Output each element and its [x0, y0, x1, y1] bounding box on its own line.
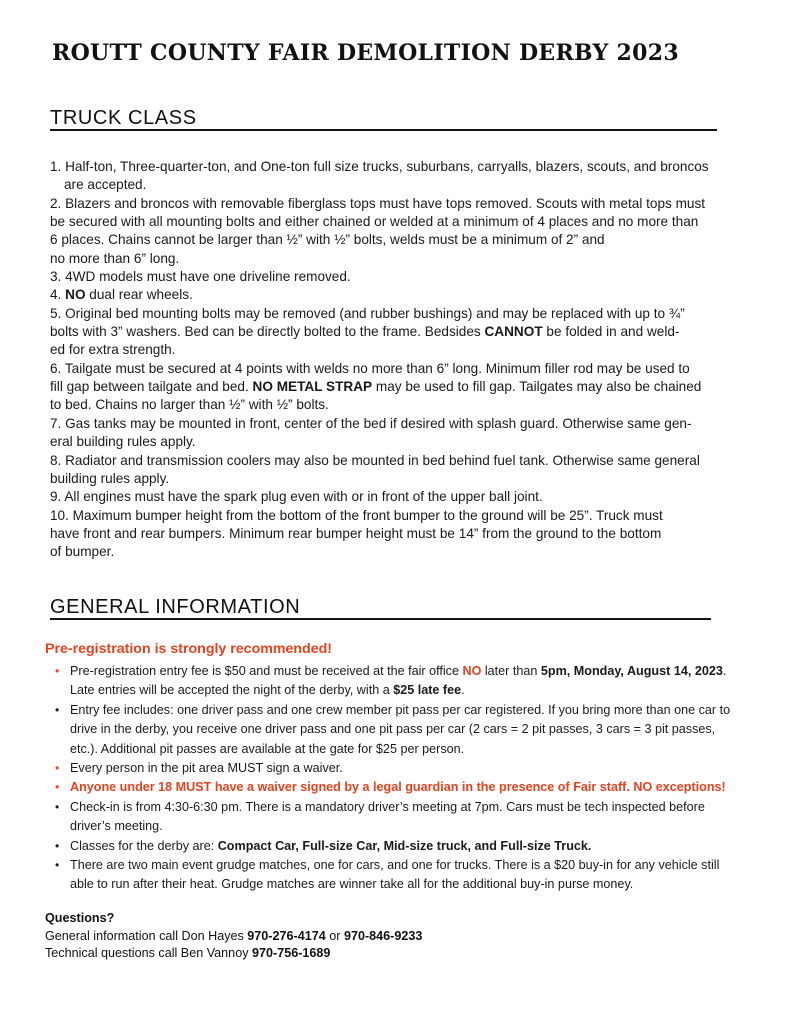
- rule-line: are accepted.: [64, 177, 147, 193]
- rule-line: to bed. Chains no larger than ½” with ½” bolts.: [50, 397, 329, 413]
- rule-line: 9. All engines must have the spark plug even with or in front of the upper ball joint.: [50, 489, 543, 505]
- rule-line: 1. Half-ton, Three-quarter-ton, and One-ton full size trucks, suburbans, carryalls, blazers, scouts, and broncos: [50, 159, 709, 174]
- contact-text: or: [325, 928, 344, 943]
- classes-list: Compact Car, Full-size Car, Mid-size truck, and Full-size Truck.: [217, 838, 592, 853]
- list-text: drive in the derby, you receive one driver pass and one pit pass per car (2 cars = 2 pit passes, 3 cars = 3 pit passes,: [70, 722, 716, 737]
- list-text: Check-in is from 4:30-6:30 pm. There is a mandatory driver’s meeting at 7pm. Cars must be tech inspected before: [70, 799, 705, 814]
- rule-line: 5. Original bed mounting bolts may be removed (and rubber bushings) and may be replaced with up to ¾”: [50, 305, 685, 321]
- list-item: [52, 798, 758, 837]
- phone-number: 970-846-9233: [343, 928, 423, 943]
- list-text: .: [461, 683, 465, 698]
- rule-line: 6. Tailgate must be secured at 4 points with welds no more than 6” long. Minimum filler rod may be used to: [50, 360, 690, 376]
- rule-text: be folded in and weld-: [542, 324, 680, 340]
- rule-line: 8. Radiator and transmission coolers may also be mounted in bed behind fuel tank. Otherwise same general: [50, 452, 700, 468]
- bullet-icon: •: [55, 664, 60, 678]
- list-text: driver’s meeting.: [70, 819, 163, 834]
- rule-line: have front and rear bumpers. Minimum rear bumper height must be 14” from the ground to the bottom: [50, 525, 662, 541]
- rule-line: [50, 378, 740, 396]
- list-text: able to run after their heat. Grudge matches are winner take all for the additional buy-in purse money.: [70, 877, 634, 892]
- list-text: later than: [481, 664, 541, 678]
- rule-emphasis: NO: [65, 287, 86, 303]
- list-text: Entry fee includes: one driver pass and one crew member pit pass per car registered. If you bring more than one car to: [70, 702, 731, 717]
- list-text: Pre-registration entry fee is $50 and must be received at the fair office: [70, 664, 463, 678]
- bullet-icon: •: [55, 780, 60, 795]
- rule-text: may be used to fill gap. Tailgates may also be chained: [372, 379, 702, 395]
- rule-line: eral building rules apply.: [50, 434, 196, 450]
- rule-line: [50, 286, 740, 304]
- truck-class-rules: [50, 158, 740, 562]
- rule-line: 2. Blazers and broncos with removable fiberglass tops must have tops removed. Scouts with metal tops must: [50, 195, 706, 211]
- list-text: .: [722, 664, 727, 678]
- list-text: Late entries will be accepted the night of the derby, with a: [70, 683, 394, 698]
- bullet-icon: •: [55, 702, 60, 717]
- rule-emphasis: NO METAL STRAP: [252, 379, 373, 395]
- rule-line: [50, 323, 740, 341]
- list-item: [52, 856, 758, 895]
- bullet-icon: •: [55, 799, 60, 814]
- contact-line: [45, 928, 422, 946]
- rule-line: 7. Gas tanks may be mounted in front, center of the bed if desired with splash guard. Otherwise same gen-: [50, 415, 692, 431]
- phone-number: 970-756-1689: [252, 946, 331, 960]
- general-info-heading: GENERAL INFORMATION: [50, 596, 301, 618]
- rule-emphasis: CANNOT: [484, 324, 543, 340]
- rule-text: 4.: [50, 287, 66, 303]
- rule-text: fill gap between tailgate and bed.: [50, 379, 253, 395]
- rule-line: be secured with all mounting bolts and either chained or welded at a minimum of 4 places and no more than: [50, 214, 699, 230]
- list-item: [52, 778, 758, 797]
- rule-line: 6 places. Chains cannot be larger than ½” with ½” bolts, welds must be a minimum of 2” and: [50, 232, 605, 248]
- rule-line: 3. 4WD models must have one driveline removed.: [50, 269, 351, 285]
- rule-line: no more than 6” long.: [50, 250, 180, 266]
- list-item: [52, 662, 758, 701]
- contact-text: General information call Don Hayes: [45, 928, 248, 943]
- rule-line: 10. Maximum bumper height from the bottom of the front bumper to the ground will be 25”. Truck must: [50, 507, 663, 523]
- questions-section: [45, 910, 422, 963]
- contact-line: [45, 945, 422, 963]
- rule-text: dual rear wheels.: [85, 287, 193, 303]
- general-info-list: [52, 662, 758, 895]
- list-text: Classes for the derby are:: [70, 838, 218, 853]
- bullet-icon: •: [55, 761, 60, 776]
- rule-line: of bumper.: [50, 544, 115, 560]
- list-item: [52, 701, 758, 759]
- phone-number: 970-276-4174: [247, 928, 326, 943]
- general-info-divider: [50, 618, 711, 620]
- questions-heading: [45, 910, 422, 928]
- rule-line: building rules apply.: [50, 470, 170, 486]
- list-item: [52, 759, 758, 778]
- bullet-icon: •: [55, 858, 60, 873]
- deadline-date: 5pm, Monday, August 14, 2023: [540, 664, 723, 678]
- truck-class-heading: TRUCK CLASS: [50, 107, 197, 129]
- document-title: ROUTT COUNTY FAIR DEMOLITION DERBY 2023: [52, 40, 679, 66]
- late-fee: $25 late fee: [393, 683, 462, 698]
- list-item: [52, 837, 758, 856]
- waiver-warning: Anyone under 18 MUST have a waiver signed by a legal guardian in the presence of Fair staff. NO exceptions!: [70, 780, 726, 795]
- list-text: etc.). Additional pit passes are available at the gate for $25 per person.: [70, 741, 465, 756]
- questions-heading-text: Questions?: [45, 911, 115, 925]
- rule-text: bolts with 3” washers. Bed can be directly bolted to the frame. Bedsides: [50, 324, 485, 340]
- truck-class-divider: [50, 129, 717, 131]
- contact-text: Technical questions call Ben Vannoy: [45, 946, 252, 960]
- bullet-icon: •: [55, 838, 60, 853]
- list-text: Every person in the pit area MUST sign a waiver.: [70, 761, 343, 776]
- preregistration-notice: Pre-registration is strongly recommended!: [45, 641, 332, 657]
- rule-line: ed for extra strength.: [50, 342, 176, 358]
- list-emphasis-red: NO: [462, 664, 482, 678]
- list-text: There are two main event grudge matches, one for cars, and one for trucks. There is a $20 buy-in for any vehicle still: [70, 858, 720, 873]
